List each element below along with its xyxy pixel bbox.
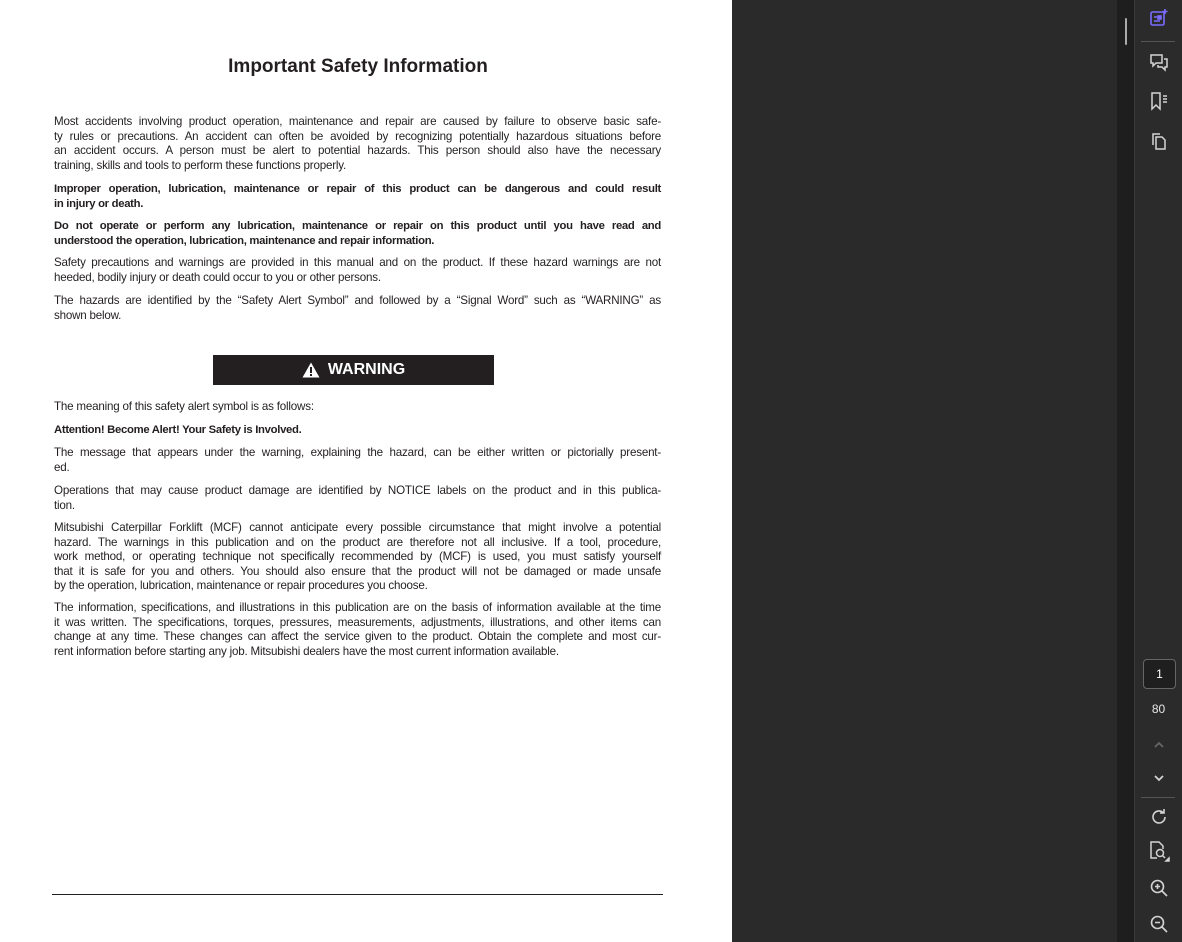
- text-line: ty rules or precautions. An accident can often be avoided by recognizing potentially hazardous situations before: [54, 129, 661, 143]
- paragraph: [54, 484, 661, 513]
- paragraph: [54, 521, 661, 594]
- text-line: hazard. The warnings in this publication and on the product are therefore not all inclusive. If a tool, procedure,: [54, 535, 661, 549]
- warning-label: WARNING: [327, 361, 406, 378]
- scrollbar-thumb[interactable]: [1125, 18, 1127, 45]
- toolbar-divider: [1141, 797, 1175, 798]
- page-thumbnails-icon[interactable]: [1147, 129, 1171, 153]
- text-line: The information, specifications, and illustrations in this publication are on the basis of information available at the time: [54, 601, 661, 614]
- text-line: Do not operate or perform any lubrication, maintenance or repair on this product until you have read and: [54, 220, 661, 232]
- text-line: Improper operation, lubrication, maintenance or repair of this product can be dangerous and could result: [54, 183, 661, 195]
- viewer-toolbar: [1134, 0, 1182, 942]
- text-line: an accident occurs. A person must be alert to potential hazards. This person should also have the necessary: [54, 144, 661, 157]
- paragraph: [54, 446, 661, 475]
- total-pages: 80: [1151, 702, 1166, 716]
- text-line: by the operation, lubrication, maintenance or repair procedures you choose.: [54, 579, 428, 592]
- warning-banner: [213, 355, 494, 385]
- rotate-icon[interactable]: [1147, 805, 1171, 829]
- scrollbar[interactable]: [1117, 0, 1134, 942]
- toolbar-divider: [1141, 41, 1175, 42]
- zoom-in-icon[interactable]: [1147, 876, 1171, 900]
- text-line: shown below.: [54, 308, 122, 322]
- text-line: tion.: [54, 498, 75, 512]
- text-line: Attention! Become Alert! Your Safety is Involved.: [54, 424, 302, 436]
- page-title: Important Safety Information: [228, 56, 488, 77]
- text-line: heeded, bodily injury or death could occur to you or other persons.: [54, 270, 381, 284]
- text-line: change at any time. These changes can affect the service given to the product. Obtain the complete and most cur-: [54, 630, 661, 643]
- text-line: ed.: [54, 460, 70, 474]
- next-page-icon[interactable]: [1147, 766, 1171, 790]
- paragraph: [54, 219, 661, 248]
- text-line: Safety precautions and warnings are provided in this manual and on the product. If these hazard warnings are not: [54, 256, 661, 269]
- paragraph: [54, 294, 661, 323]
- text-line: it was written. The specifications, torques, pressures, measurements, adjustments, illustrations, and other items can: [54, 615, 661, 629]
- paragraph: [54, 115, 661, 173]
- text-line: training, skills and tools to perform these functions properly.: [54, 158, 346, 172]
- text-line: Mitsubishi Caterpillar Forklift (MCF) cannot anticipate every possible circumstance that might involve a potential: [54, 521, 661, 534]
- find-in-document-icon[interactable]: [1147, 839, 1171, 863]
- page-number-input[interactable]: 1: [1143, 659, 1176, 689]
- text-line: The meaning of this safety alert symbol is as follows:: [54, 400, 314, 413]
- paragraph: [54, 400, 661, 415]
- paragraph: [54, 601, 661, 659]
- paragraph: [54, 182, 661, 211]
- paragraph: [54, 423, 661, 438]
- text-line: that it is safe for you and others. You should also ensure that the product will not be damaged or made unsafe: [54, 564, 661, 578]
- text-line: understood the operation, lubrication, maintenance and repair information.: [54, 234, 435, 247]
- zoom-out-icon[interactable]: [1147, 912, 1171, 936]
- text-line: Operations that may cause product damage are identified by NOTICE labels on the product and in this publica-: [54, 484, 661, 497]
- paragraph: [54, 256, 661, 285]
- text-line: in injury or death.: [54, 197, 144, 210]
- bookmarks-icon[interactable]: [1147, 89, 1171, 113]
- text-line: The message that appears under the warning, explaining the hazard, can be either written or pictorially present-: [54, 446, 661, 459]
- text-line: rent information before starting any job. Mitsubishi dealers have the most current information available.: [54, 644, 559, 658]
- comments-icon[interactable]: [1147, 50, 1171, 74]
- warning-triangle-icon: [302, 362, 320, 378]
- footer-rule: [52, 894, 663, 895]
- ai-assistant-icon[interactable]: [1147, 6, 1171, 30]
- previous-page-icon[interactable]: [1147, 733, 1171, 757]
- text-line: work method, or operating technique not specifically recommended by (MCF) is used, you must satisfy yourself: [54, 550, 661, 563]
- text-line: The hazards are identified by the “Safety Alert Symbol” and followed by a “Signal Word” such as “WARNING” as: [54, 294, 661, 307]
- text-line: Most accidents involving product operation, maintenance and repair are caused by failure to observe basic safe-: [54, 115, 661, 128]
